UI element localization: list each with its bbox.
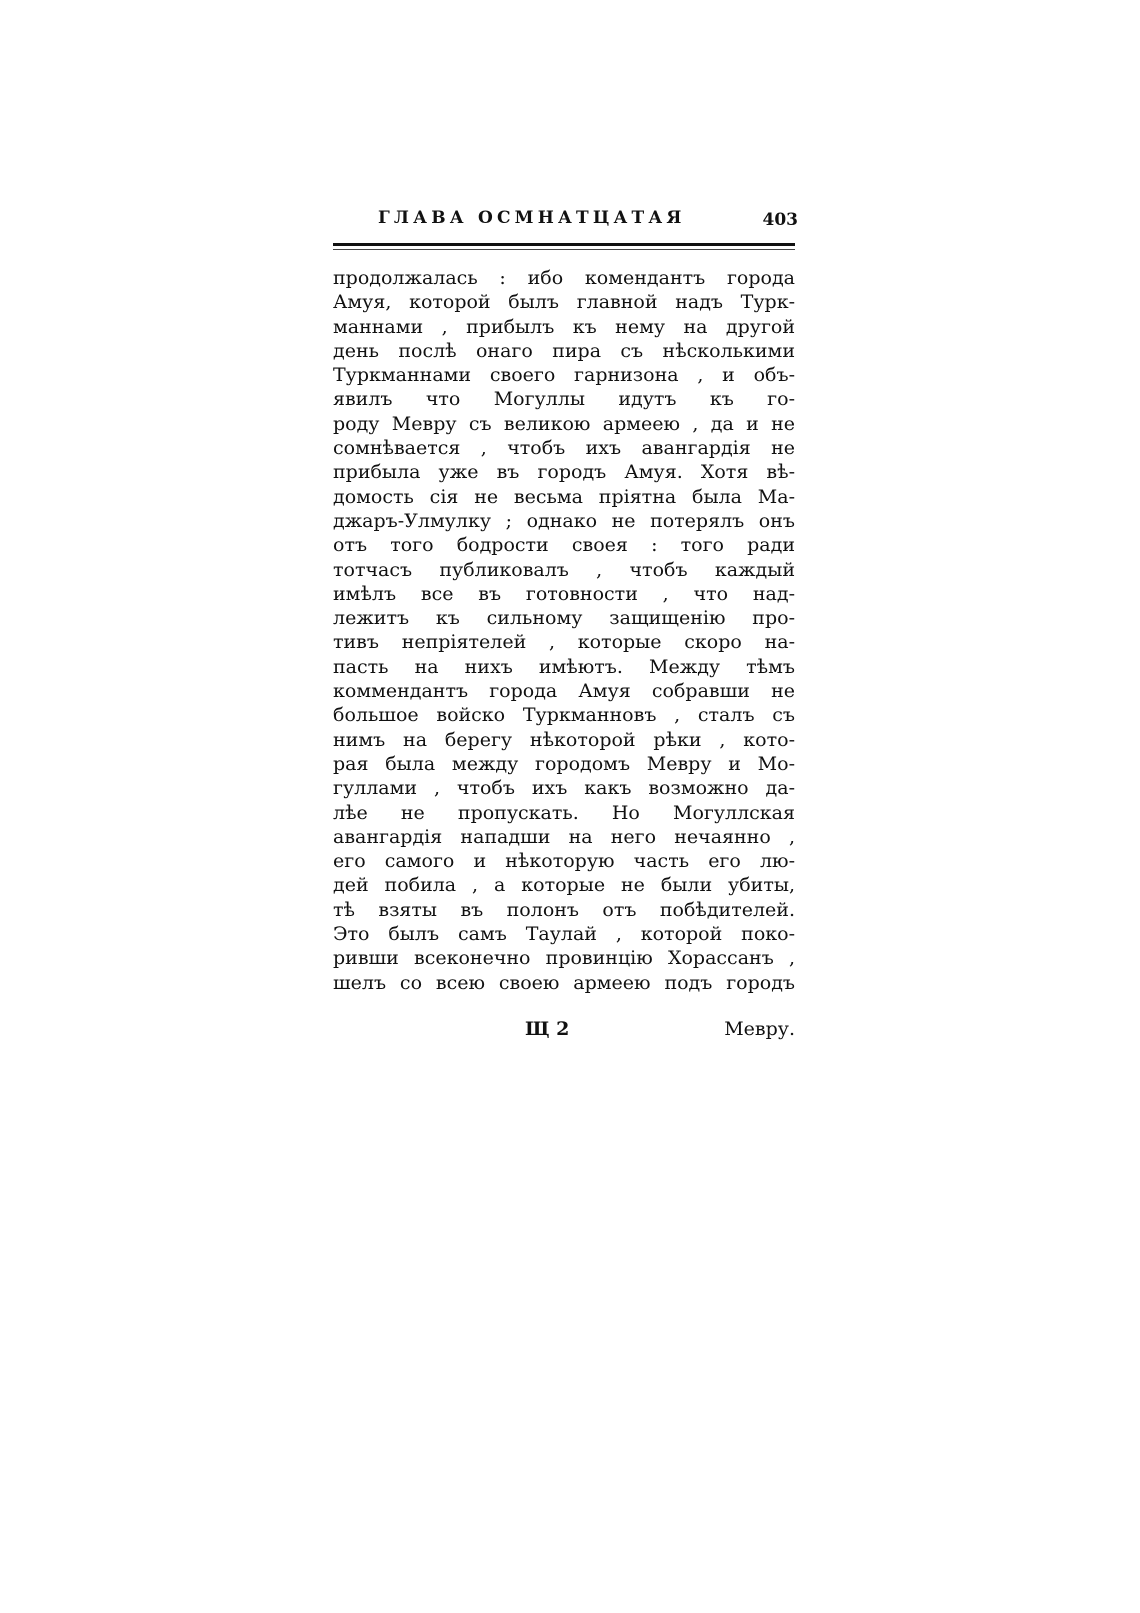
- text-line: Туркманнами своего гарнизона , и объ-: [333, 364, 795, 387]
- text-line: лежитъ къ сильному защищенію про-: [333, 607, 795, 630]
- text-line: домость сія не весьма пріятна была Ма-: [333, 485, 795, 508]
- text-line: отъ того бодрости своея : того ради: [333, 534, 795, 557]
- text-line: пасть на нихъ имѣютъ. Между тѣмъ: [333, 655, 795, 678]
- signature-mark: Щ 2: [525, 1018, 570, 1040]
- running-head: [378, 208, 798, 238]
- text-line: маннами , прибылъ къ нему на другой: [333, 315, 795, 338]
- text-line: гуллами , чтобъ ихъ какъ возможно да-: [333, 777, 795, 800]
- body-text: [333, 266, 795, 1046]
- text-line: джаръ-Улмулку ; однако не потерялъ онъ: [333, 509, 795, 532]
- page-number: 403: [762, 210, 798, 230]
- header-rule: [333, 243, 795, 246]
- text-line: продолжалась : ибо комендантъ города: [333, 267, 795, 289]
- text-line: Это былъ самъ Таулай , которой поко-: [333, 923, 795, 946]
- text-line: явилъ что Могуллы идутъ къ го-: [333, 388, 795, 411]
- text-line: тѣ взяты въ полонъ отъ побѣдителей.: [333, 898, 795, 921]
- text-line: сомнѣвается , чтобъ ихъ авангардія не: [333, 437, 795, 460]
- text-line: его самого и нѣкоторую часть его лю-: [333, 850, 795, 873]
- text-line: день послѣ онаго пира съ нѣсколькими: [333, 339, 795, 362]
- catchword: Мевру.: [724, 1018, 795, 1040]
- text-line: лѣе не пропускать. Но Могуллская: [333, 801, 795, 824]
- text-line: большое войско Туркманновъ , сталъ съ: [333, 704, 795, 727]
- text-line: тотчасъ публиковалъ , чтобъ каждый: [333, 558, 795, 581]
- text-line: ривши всеконечно провинцію Хорассанъ ,: [333, 947, 795, 970]
- text-line: имѣлъ все въ готовности , что над-: [333, 582, 795, 605]
- header-rule-thin: [333, 249, 795, 250]
- text-line: коммендантъ города Амуя собравши не: [333, 680, 795, 703]
- text-line: дей побила , а которые не были убиты,: [333, 874, 795, 897]
- text-line: рая была между городомъ Мевру и Мо-: [333, 752, 795, 775]
- text-line: авангардія нападши на него нечаянно ,: [333, 825, 795, 848]
- text-line: Амуя, которой былъ главной надъ Турк-: [333, 291, 795, 314]
- text-line: прибыла уже въ городъ Амуя. Хотя вѣ-: [333, 461, 795, 484]
- text-line: нимъ на берегу нѣкоторой рѣки , кото-: [333, 728, 795, 751]
- page-footer: [333, 1018, 795, 1046]
- text-line: шелъ со всею своею армеею подъ городъ: [333, 971, 795, 994]
- chapter-title: ГЛАВА ОСМНАТЦАТАЯ: [378, 208, 686, 228]
- text-line: роду Мевру съ великою армеею , да и не: [333, 412, 795, 435]
- text-line: тивъ непріятелей , которые скоро на-: [333, 631, 795, 654]
